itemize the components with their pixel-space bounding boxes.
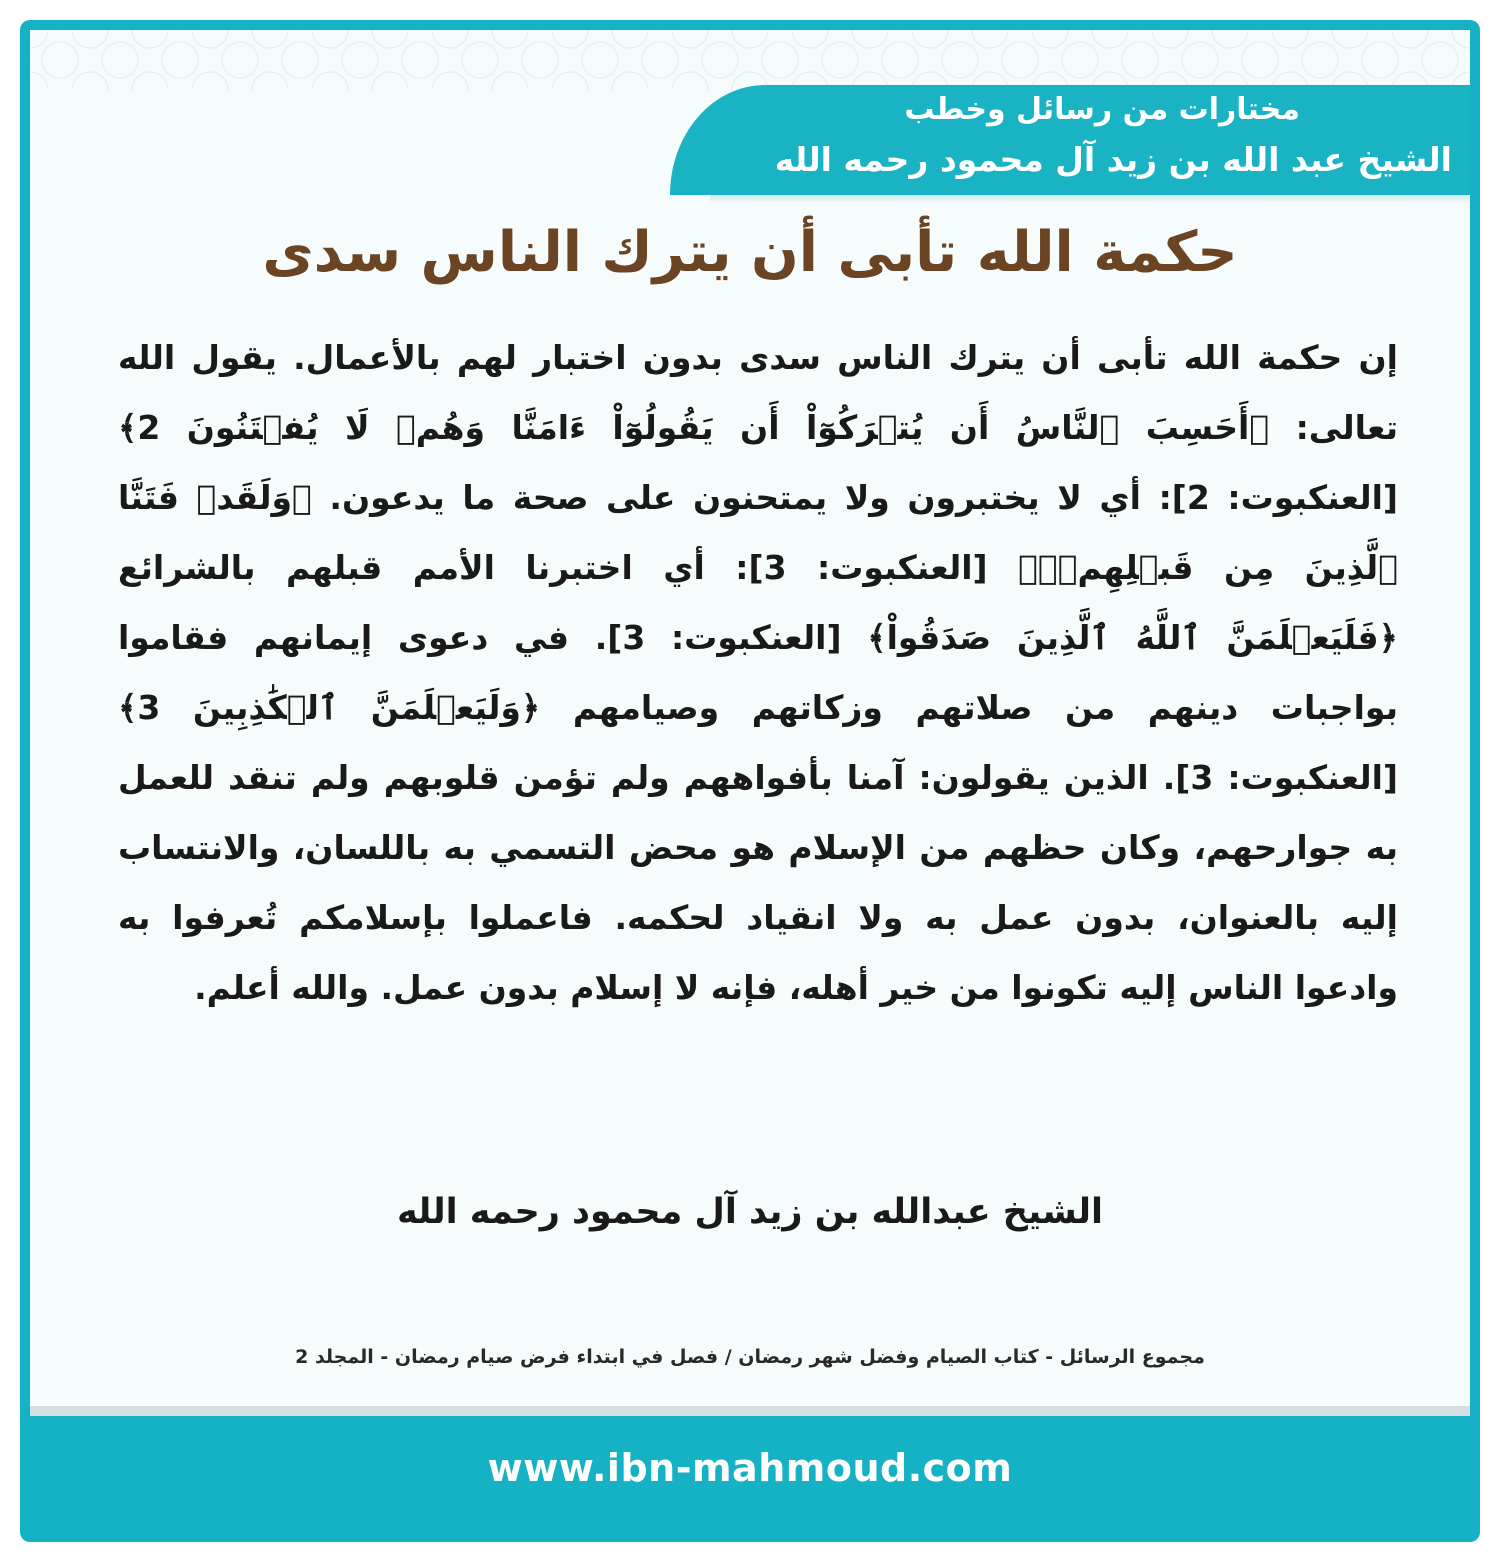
header-collection-title: مختارات من رسائل وخطب xyxy=(904,92,1300,127)
website-link[interactable]: www.ibn-mahmoud.com xyxy=(487,1446,1013,1490)
content-card xyxy=(30,30,1470,1416)
source-citation: مجموع الرسائل - كتاب الصيام وفضل شهر رمضان / فصل في ابتداء فرض صيام رمضان - المجلد 2 xyxy=(295,1346,1205,1368)
page-title: حكمة الله تأبى أن يترك الناس سدى xyxy=(262,220,1238,285)
decorative-pattern xyxy=(30,30,1470,90)
author-signature: الشيخ عبدالله بن زيد آل محمود رحمه الله xyxy=(396,1192,1104,1232)
article-body: إن حكمة الله تأبى أن يترك الناس سدى بدون اختبار لهم بالأعمال. يقول الله تعالى: ﴿أَحَسِبَ ٱلنَّاسُ أَن يُتۡرَكُوٓاْ أَن يَقُولُوٓاْ ءَامَنَّا وَهُمۡ لَا يُفۡتَنُونَ 2﴾ [العنكبوت: 2]: أي لا يختبرون ولا يمتحنون على صحة ما يدعون. ﴿وَلَقَدۡ فَتَنَّا ٱلَّذِينَ مِن قَبۡلِهِمۡۖ﴾ [العنكبوت: 3]: أي اختبرنا الأمم قبلهم بالشرائع ﴿فَلَيَعۡلَمَنَّ ٱللَّهُ ٱلَّذِينَ صَدَقُواْ﴾ [العنكبوت: 3]. في دعوى إيمانهم فقاموا بواجبات دينهم من صلاتهم وزكاتهم وصيامهم ﴿وَلَيَعۡلَمَنَّ ٱلۡكَٰذِبِينَ 3﴾ [العنكبوت: 3]. الذين يقولون: آمنا بأفواههم ولم تؤمن قلوبهم ولم تنقد للعمل به جوارحهم، وكان حظهم من الإسلام هو محض التسمي به باللسان، والانتساب إليه بالعنوان، بدون عمل به ولا انقياد لحكمه. فاعملوا بإسلامكم تُعرفوا به وادعوا الناس إليه تكونوا من خير أهله، فإنه لا إسلام بدون عمل. والله أعلم. xyxy=(118,338,1398,1007)
card-bottom-strip xyxy=(30,1406,1470,1416)
header-author-name: الشيخ عبد الله بن زيد آل محمود رحمه الله xyxy=(774,140,1452,179)
header-shadow xyxy=(710,195,1470,203)
